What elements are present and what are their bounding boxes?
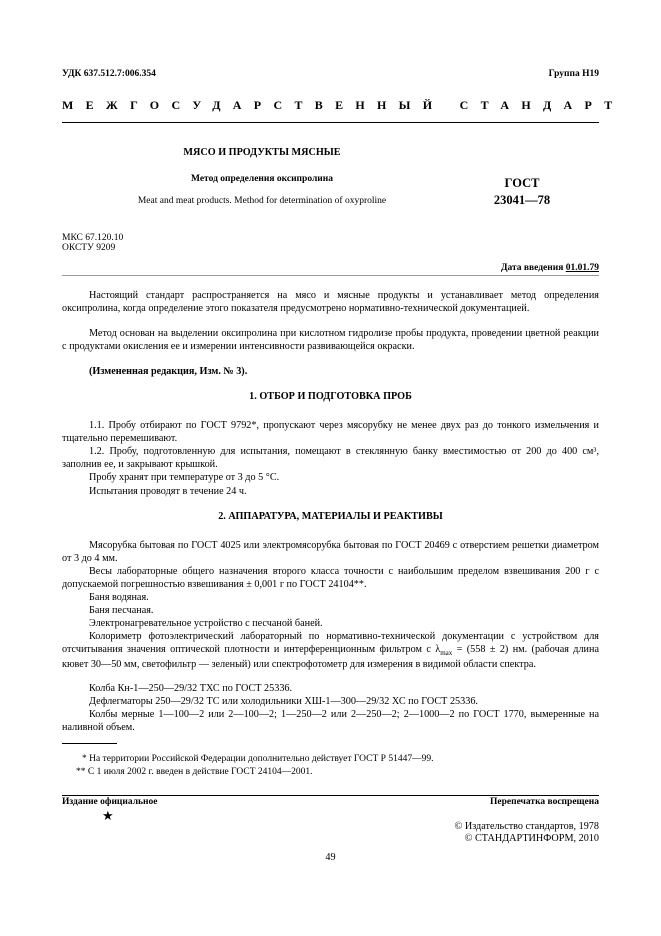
- intro-date: [501, 263, 599, 273]
- group-code: Группа Н19: [548, 69, 599, 79]
- intro-date-value: 01.01.79: [565, 263, 599, 273]
- gost-label: ГОСТ: [504, 176, 540, 190]
- section-2-paragraph-3: Баня водяная.: [89, 592, 149, 603]
- section-2-paragraph-1: Мясорубка бытовая по ГОСТ 4025 или электромясорубка бытовая по ГОСТ 20469 с отверстием решетки диаметром от 3 до 4 мм.: [62, 540, 599, 564]
- section-2-paragraph-4: Баня песчаная.: [89, 605, 154, 616]
- section-1-paragraph-4: Испытания проводят в течение 24 ч.: [89, 486, 247, 497]
- method-subtitle: Метод определения оксипролина: [191, 174, 333, 184]
- colorimeter-text-a: Колориметр фотоэлектрический лабораторный по нормативно-технической документации с устройством для отсчитывания значения оптической плотности и интерференционным фильтром с λ: [62, 631, 599, 655]
- section-2-paragraph-9: Колбы мерные 1—100—2 или 2—100—2; 1—250—2 или 2—250—2; 2—1000—2 по ГОСТ 1770, вымеренные на наливной объем.: [62, 709, 599, 733]
- copyright-2: © СТАНДАРТИНФОРМ, 2010: [464, 833, 599, 844]
- copyright-1: © Издательство стандартов, 1978: [454, 821, 599, 832]
- section-1-paragraph-3: Пробу хранят при температуре от 3 до 5 °С.: [89, 472, 280, 483]
- section-2-paragraph-5: Электронагревательное устройство с песчаной баней.: [89, 618, 323, 629]
- intro-date-label: Дата введения: [500, 263, 566, 273]
- okstu-code: ОКСТУ 9209: [62, 243, 116, 253]
- gost-number: 23041—78: [493, 193, 551, 207]
- reprint-prohibited: Перепечатка воспрещена: [489, 797, 599, 807]
- date-rule: [62, 275, 599, 276]
- lambda-subscript: max: [440, 648, 453, 657]
- intro-change-note: (Измененная редакция, Изм. № 3).: [89, 366, 248, 377]
- section-2-paragraph-8: Дефлегматоры 250—29/32 ТС или холодильники ХШ-1—300—29/32 ХС по ГОСТ 25336.: [89, 696, 478, 707]
- colorimeter-text-b: = (558 ± 2) нм. (рабочая длина кювет 30—50 мм, светофильтр — зеленый) или спектрофотометр для измерения в видимой области спектра.: [62, 643, 599, 671]
- intro-paragraph-2: Метод основан на выделении оксипролина при кислотном гидролизе пробы продукта, проведении цветной реакции с продуктами окисления ее и измерении интенсивности развивающейся окраски.: [62, 328, 599, 352]
- page-number: 49: [325, 852, 336, 863]
- section-1-paragraph-1: 1.1. Пробу отбирают по ГОСТ 9792*, пропускают через мясорубку не менее двух раз до тонкого измельчения и тщательно перемешивают.: [62, 420, 599, 444]
- udk-code: УДК 637.512.7:006.354: [62, 69, 156, 79]
- section-2-paragraph-2: Весы лабораторные общего назначения второго класса точности с наибольшим пределом взвешивания 200 г с допускаемой погрешностью взвешивания ± 0,001 г по ГОСТ 24104**.: [62, 566, 599, 590]
- english-title: Meat and meat products. Method for determination of oxyproline: [137, 196, 387, 206]
- footnote-1: * На территории Российской Федерации дополнительно действует ГОСТ Р 51447—99.: [82, 754, 434, 764]
- standard-type-heading: МЕЖГОСУДАРСТВЕННЫЙ СТАНДАРТ: [62, 98, 625, 112]
- section-2-paragraph-7: Колба Кн-1—250—29/32 ТХС по ГОСТ 25336.: [89, 683, 293, 694]
- document-title: МЯСО И ПРОДУКТЫ МЯСНЫЕ: [183, 147, 341, 158]
- intro-paragraph-1: Настоящий стандарт распространяется на мясо и мясные продукты и устанавливает метод определения оксипролина, когда определение этого показателя предусмотрено нормативно-технической документацией.: [62, 290, 599, 314]
- section-2-title: 2. АППАРАТУРА, МАТЕРИАЛЫ И РЕАКТИВЫ: [218, 511, 443, 522]
- footnote-2: ** С 1 июля 2002 г. введен в действие ГОСТ 24104—2001.: [76, 767, 313, 777]
- footnote-rule: [62, 743, 117, 744]
- section-1-title: 1. ОТБОР И ПОДГОТОВКА ПРОБ: [249, 391, 412, 402]
- section-1-paragraph-2: 1.2. Пробу, подготовленную для испытания, помещают в стеклянную банку вместимостью от 200 до 400 см³, заполнив ее, и закрывают крышкой.: [62, 446, 599, 470]
- official-edition: Издание официальное: [62, 797, 158, 807]
- star-icon: ★: [102, 808, 114, 823]
- section-2-paragraph-6: [62, 631, 599, 672]
- mks-code: МКС 67.120.10: [62, 233, 124, 243]
- header-rule: [62, 122, 599, 123]
- footer-rule: [62, 795, 599, 796]
